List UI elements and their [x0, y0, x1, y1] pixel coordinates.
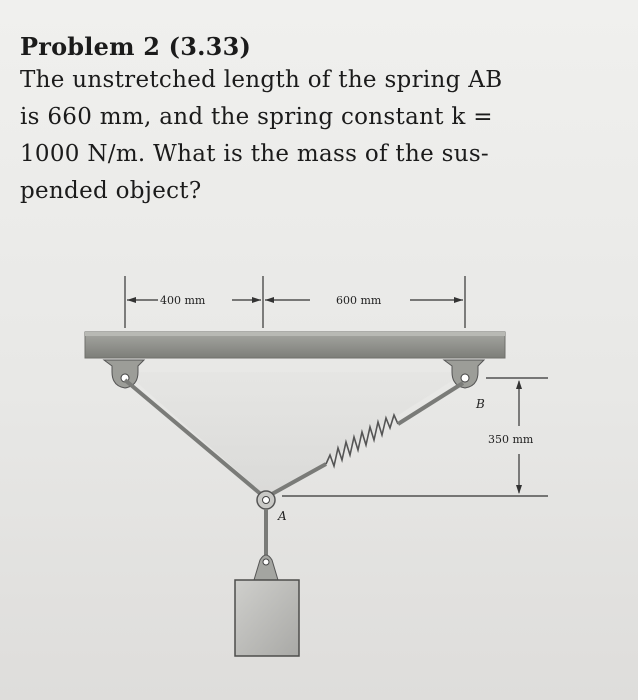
label-a: A [278, 509, 287, 523]
left-bracket [104, 360, 144, 388]
label-b: B [476, 397, 485, 411]
dim-vertical-label: 350 mm [488, 433, 534, 446]
problem-line: pended object? [20, 178, 202, 204]
dim-left-label: 400 mm [160, 294, 206, 307]
suspended-mass [235, 580, 299, 656]
adjacent-page-edge [628, 190, 638, 670]
problem-title: Problem 2 (3.33) [20, 32, 252, 61]
mass-hook [254, 555, 278, 580]
joint-a [257, 491, 275, 509]
problem-line: is 660 mm, and the spring constant k = [20, 104, 493, 130]
problem-line: The unstretched length of the spring AB [20, 67, 503, 93]
dim-right-label: 600 mm [336, 294, 382, 307]
problem-line: 1000 N/m. What is the mass of the sus- [20, 141, 489, 167]
